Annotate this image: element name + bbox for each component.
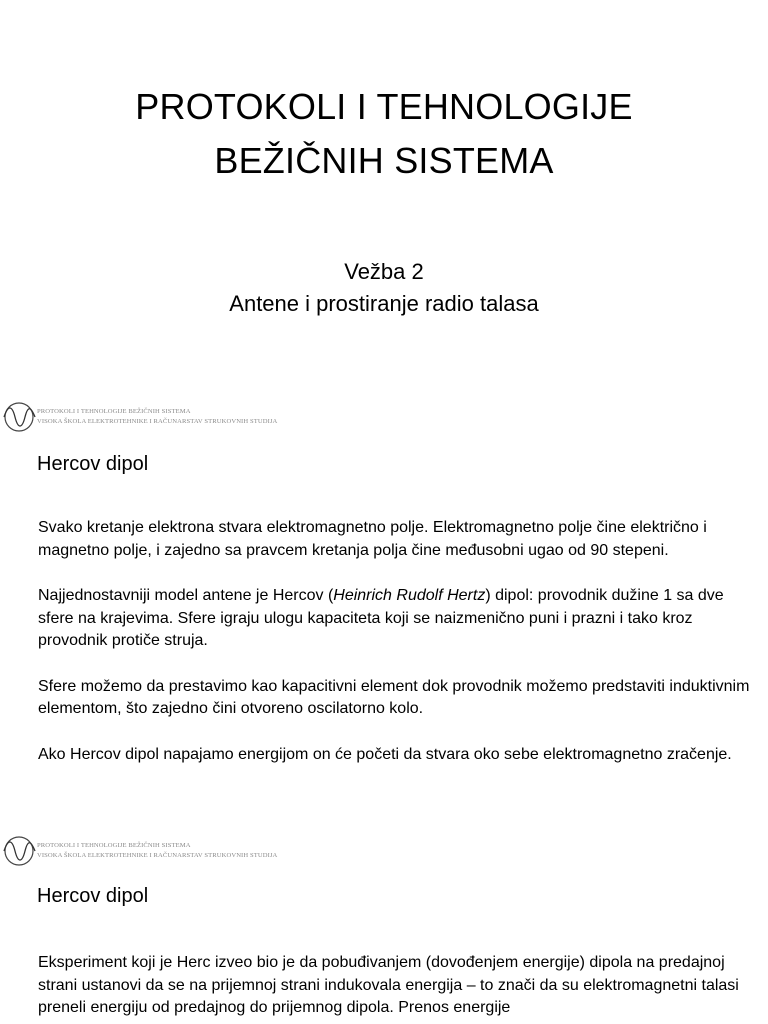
header-text (37, 407, 277, 427)
paragraph-text: Najjednostavniji model antene je Hercov ( (38, 587, 334, 604)
title-line-2: BEŽIČNIH SISTEMA (214, 140, 554, 181)
slide-header (2, 834, 302, 868)
presentation-subtitle (0, 256, 768, 320)
slide-body (38, 952, 756, 1024)
paragraph-text: ) dipol: provodnik dužine 1 sa dve sfere na krajevima. Sfere igraju ulogu kapaciteta koji se naizmenično puni i prazni i tako kroz provodnik protiče struja. (38, 587, 724, 649)
slide-title: Hercov dipol (37, 885, 149, 907)
content-slide-hercov-dipol-1 (0, 390, 768, 824)
paragraph: Sfere možemo da prestavimo kao kapacitivni element dok provodnik možemo predstaviti induktivnim elementom, što zajedno čini otvoreno oscilatorno kolo. (38, 677, 750, 717)
paragraph: Ako Hercov dipol napajamo energijom on će početi da stvara oko sebe elektromagnetno zračenje. (38, 745, 732, 763)
subtitle-line-2: Antene i prostiranje radio talasa (229, 291, 539, 316)
sine-wave-logo-icon (2, 400, 36, 434)
paragraph: Eksperiment koji je Herc izveo bio je da pobuđivanjem (dovođenjem energije) dipola na predajnoj strani ustanovi da se na prijemnoj strani indukovala energija – to znači da su elektromagnetni talasi preneli energiju od predajnog do prijemnog dipola. Prenos energije (38, 954, 739, 1016)
title-line-1: PROTOKOLI I TEHNOLOGIJE (135, 86, 633, 127)
paragraph (38, 585, 756, 653)
header-line-2: VISOKA ŠKOLA ELEKTROTEHNIKE I RAČUNARSTAV STRUKOVNIH STUDIJA (37, 852, 278, 859)
header-line-1: PROTOKOLI I TEHNOLOGIJE BEŽIČNIH SISTEMA (37, 842, 191, 849)
slide-title: Hercov dipol (37, 453, 149, 475)
content-slide-hercov-dipol-2 (0, 824, 768, 1024)
paragraph: Svako kretanje elektrona stvara elektromagnetno polje. Elektromagnetno polje čine električno i magnetno polje, i zajedno sa pravcem kretanja polja čine međusobni ugao od 90 stepeni. (38, 519, 707, 559)
presentation-title (0, 80, 768, 188)
slide-header (2, 400, 302, 434)
slide-body (38, 517, 756, 789)
subtitle-line-1: Vežba 2 (344, 259, 424, 284)
header-line-2: VISOKA ŠKOLA ELEKTROTEHNIKE I RAČUNARSTAV STRUKOVNIH STUDIJA (37, 418, 278, 425)
hertz-name: Heinrich Rudolf Hertz (333, 587, 486, 604)
header-line-1: PROTOKOLI I TEHNOLOGIJE BEŽIČNIH SISTEMA (37, 408, 191, 415)
sine-wave-logo-icon (2, 834, 36, 868)
title-slide (0, 0, 768, 390)
header-text (37, 841, 277, 861)
